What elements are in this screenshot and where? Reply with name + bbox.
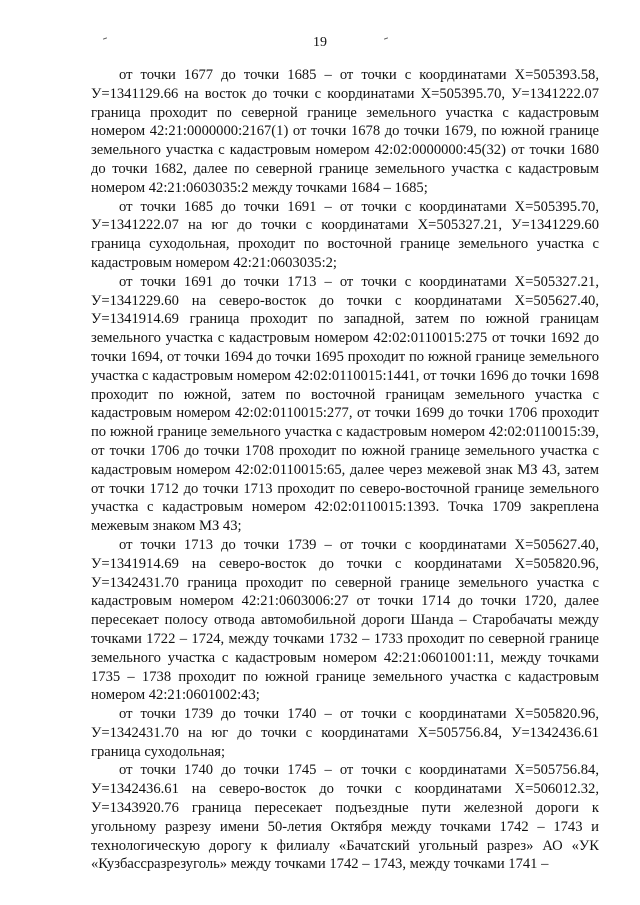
paragraph-segment-1691-1713: от точки 1691 до точки 1713 – от точки с координатами Х=505327.21, У=1341229.60 на северо-восток до точки с координатами Х=505627.40, У=1341914.69 граница проходит по западной, затем по южной границам земельного участка с кадастровым номером 42:02:0110015:275 от точки 1692 до точки 1694, от точки 1694 до точки 1695 проходит по южной границе земельного участка с кадастровым номером 42:02:0110015:1441, от точки 1696 до точки 1698 проходит по южной, затем по восточной границам земельного участка с кадастровым номером 42:02:0110015:277, от точки 1699 до точки 1706 проходит по южной границе земельного участка с кадастровым номером 42:02:0110015:39, от точки 1706 до точки 1708 проходит по южной границе земельного участка с кадастровым номером 42:02:0110015:65, далее через межевой знак МЗ 43, затем от точки 1712 до точки 1713 проходит по северо-восточной границе земельного участка с кадастровым номером 42:02:0110015:1393. Точка 1709 закреплена межевым знаком МЗ 43; [91, 273, 599, 535]
document-body [91, 66, 599, 874]
paragraph-segment-1713-1739: от точки 1713 до точки 1739 – от точки с координатами Х=505627.40, У=1341914.69 на северо-восток до точки с координатами Х=505820.96, У=1342431.70 граница проходит по северной границе земельного участка с кадастровым номером 42:21:0603006:27 от точки 1714 до точки 1720, далее пересекает полосу отвода автомобильной дороги Шанда – Старобачаты между точками 1722 – 1724, между точками 1732 – 1733 проходит по северной границе земельного участка с кадастровым номером 42:21:0601001:11, между точками 1735 – 1738 проходит по южной границе земельного участка с кадастровым номером 42:21:0601002:43; [91, 536, 599, 704]
paragraph-segment-1685-1691: от точки 1685 до точки 1691 – от точки с координатами Х=505395.70, У=1341222.07 на юг до точки с координатами Х=505327.21, У=1341229.60 граница суходольная, проходит по восточной границе земельного участка с кадастровым номером 42:21:0603035:2; [91, 198, 599, 271]
page-number: 19 [313, 35, 327, 50]
paragraph-segment-1677-1685: от точки 1677 до точки 1685 – от точки с координатами Х=505393.58, У=1341129.66 на восток до точки с координатами Х=505395.70, У=1341222.07 граница проходит по северной границе земельного участка с кадастровым номером 42:21:0000000:2167(1) от точки 1678 до точки 1679, по южной границе земельного участка с кадастровым номером 42:02:0000000:45(32) от точки 1680 до точки 1682, далее по северной границе земельного участка с кадастровым номером 42:21:0603035:2 между точками 1684 – 1685; [91, 67, 599, 196]
paragraph-segment-1740-1745: от точки 1740 до точки 1745 – от точки с координатами Х=505756.84, У=1342436.61 на северо-восток до точки с координатами Х=506012.32, У=1343920.76 граница пересекает подъездные пути железной дороги к угольному разрезу имени 50-летия Октября между точками 1742 – 1743 и технологическую дорогу к филиалу «Бачатский угольный разрез» АО «УК «Кузбассразрезуголь» между точками 1742 – 1743, между точками 1741 – [91, 762, 599, 873]
paragraph-segment-1739-1740: от точки 1739 до точки 1740 – от точки с координатами Х=505820.96, У=1342431.70 на юг до точки с координатами Х=505756.84, У=1342436.61 граница суходольная; [91, 706, 599, 760]
